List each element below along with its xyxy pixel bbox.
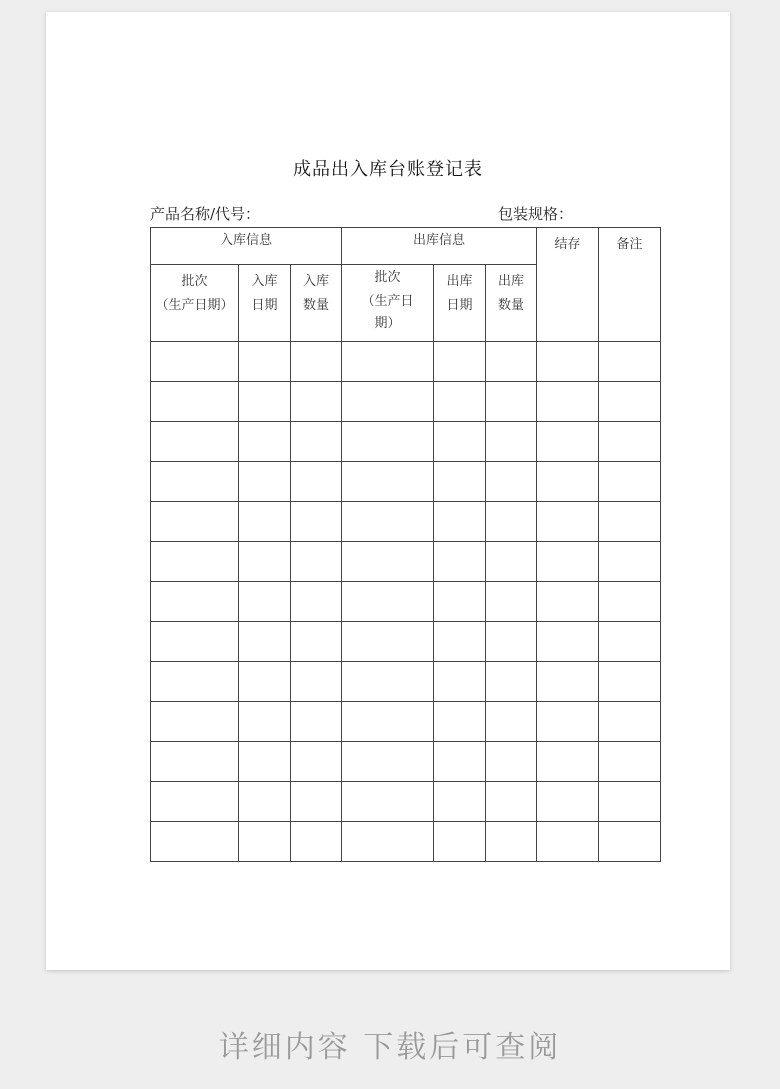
table-cell <box>599 582 661 622</box>
table-cell <box>599 462 661 502</box>
table-cell <box>434 622 486 662</box>
table-cell <box>434 462 486 502</box>
table-cell <box>537 342 599 382</box>
table-cell <box>239 422 291 462</box>
out-date-header <box>434 265 486 342</box>
table-row <box>151 382 661 422</box>
table-cell <box>291 582 342 622</box>
table-cell <box>486 662 537 702</box>
table-cell <box>486 822 537 862</box>
table-row <box>151 782 661 822</box>
table-cell <box>239 782 291 822</box>
table-cell <box>342 822 434 862</box>
download-hint-text: 详细内容 下载后可查阅 <box>218 1030 562 1065</box>
table-cell <box>239 462 291 502</box>
table-cell <box>342 462 434 502</box>
table-cell <box>486 342 537 382</box>
table-cell <box>486 582 537 622</box>
table-row <box>151 342 661 382</box>
table-cell <box>599 662 661 702</box>
table-cell <box>537 622 599 662</box>
table-row <box>151 822 661 862</box>
table-row <box>151 662 661 702</box>
table-cell <box>434 342 486 382</box>
table-cell <box>342 382 434 422</box>
table-cell <box>342 782 434 822</box>
product-name-label: 产品名称/代号： <box>150 205 261 223</box>
table-cell <box>434 702 486 742</box>
in-batch-label: 批次 <box>181 274 208 289</box>
table-cell <box>239 382 291 422</box>
table-cell <box>537 422 599 462</box>
table-cell <box>151 542 239 582</box>
out-qty-header <box>486 265 537 342</box>
table-cell <box>342 742 434 782</box>
table-cell <box>434 542 486 582</box>
balance-header-label: 结存 <box>554 237 581 252</box>
table-cell <box>342 342 434 382</box>
table-cell <box>434 782 486 822</box>
table-row <box>151 622 661 662</box>
inbound-group-header: 入库信息 <box>151 228 342 265</box>
out-qty-label-1: 出库 <box>497 274 524 289</box>
out-batch-label: 批次 <box>374 270 401 285</box>
table-cell <box>151 502 239 542</box>
table-cell <box>342 702 434 742</box>
table-cell <box>151 342 239 382</box>
table-cell <box>537 382 599 422</box>
table-cell <box>599 342 661 382</box>
table-cell <box>537 822 599 862</box>
table-cell <box>291 622 342 662</box>
in-batch-header <box>151 265 239 342</box>
table-cell <box>342 662 434 702</box>
table-cell <box>537 742 599 782</box>
table-cell <box>239 542 291 582</box>
page-title: 成品出入库台账登记表 <box>293 159 483 180</box>
table-cell <box>239 662 291 702</box>
table-cell <box>151 582 239 622</box>
table-row <box>151 742 661 782</box>
table-cell <box>151 702 239 742</box>
table-cell <box>342 502 434 542</box>
in-date-label-2: 日期 <box>251 298 278 313</box>
table-cell <box>239 742 291 782</box>
table-cell <box>291 662 342 702</box>
table-cell <box>342 422 434 462</box>
table-cell <box>486 622 537 662</box>
table-cell <box>434 822 486 862</box>
table-row <box>151 542 661 582</box>
table-cell <box>537 702 599 742</box>
packaging-spec-label: 包装规格： <box>498 205 574 223</box>
table-cell <box>599 422 661 462</box>
out-batch-header <box>342 265 434 342</box>
out-date-label-1: 出库 <box>446 274 473 289</box>
table-cell <box>599 782 661 822</box>
table-row <box>151 502 661 542</box>
table-cell <box>239 582 291 622</box>
table-cell <box>434 582 486 622</box>
remark-header-label: 备注 <box>616 237 643 252</box>
table-cell <box>291 382 342 422</box>
table-cell <box>599 702 661 742</box>
in-date-label-1: 入库 <box>251 274 278 289</box>
table-cell <box>291 422 342 462</box>
table-cell <box>486 422 537 462</box>
table-cell <box>599 622 661 662</box>
table-cell <box>486 702 537 742</box>
table-cell <box>151 662 239 702</box>
table-cell <box>239 342 291 382</box>
table-cell <box>151 782 239 822</box>
out-batch-sub-label-1: （生产日 <box>361 294 414 309</box>
table-row <box>151 462 661 502</box>
table-cell <box>537 462 599 502</box>
table-cell <box>599 822 661 862</box>
table-row <box>151 702 661 742</box>
table-cell <box>291 502 342 542</box>
table-cell <box>291 702 342 742</box>
table-cell <box>599 742 661 782</box>
table-cell <box>486 742 537 782</box>
ledger-body <box>151 342 661 862</box>
table-cell <box>239 502 291 542</box>
table-cell <box>291 342 342 382</box>
table-cell <box>434 742 486 782</box>
table-cell <box>434 662 486 702</box>
table-cell <box>486 382 537 422</box>
ledger-table <box>150 227 661 862</box>
table-cell <box>291 822 342 862</box>
table-cell <box>486 462 537 502</box>
in-batch-sub-label: （生产日期） <box>155 298 234 313</box>
remark-header <box>599 228 661 342</box>
table-cell <box>342 622 434 662</box>
table-cell <box>599 502 661 542</box>
table-cell <box>434 502 486 542</box>
table-cell <box>537 782 599 822</box>
in-qty-header <box>291 265 342 342</box>
table-cell <box>486 542 537 582</box>
table-cell <box>151 822 239 862</box>
table-cell <box>537 542 599 582</box>
table-cell <box>434 382 486 422</box>
table-row <box>151 582 661 622</box>
in-date-header <box>239 265 291 342</box>
table-cell <box>599 382 661 422</box>
table-cell <box>486 502 537 542</box>
document-page <box>46 12 730 970</box>
table-cell <box>239 622 291 662</box>
table-cell <box>151 422 239 462</box>
table-cell <box>151 462 239 502</box>
table-row <box>151 422 661 462</box>
table-cell <box>599 542 661 582</box>
out-date-label-2: 日期 <box>446 298 473 313</box>
table-cell <box>291 542 342 582</box>
table-cell <box>151 742 239 782</box>
balance-header <box>537 228 599 342</box>
table-cell <box>239 822 291 862</box>
out-batch-sub-label-2: 期） <box>374 316 401 331</box>
table-cell <box>151 382 239 422</box>
table-cell <box>291 782 342 822</box>
out-qty-label-2: 数量 <box>497 298 524 313</box>
table-cell <box>151 622 239 662</box>
table-cell <box>434 422 486 462</box>
table-cell <box>342 582 434 622</box>
table-cell <box>342 542 434 582</box>
table-cell <box>537 502 599 542</box>
table-cell <box>537 582 599 622</box>
table-cell <box>486 782 537 822</box>
in-qty-label-2: 数量 <box>302 298 329 313</box>
table-cell <box>537 662 599 702</box>
table-cell <box>239 702 291 742</box>
table-cell <box>291 462 342 502</box>
outbound-group-header: 出库信息 <box>342 228 537 265</box>
in-qty-label-1: 入库 <box>302 274 329 289</box>
table-cell <box>291 742 342 782</box>
